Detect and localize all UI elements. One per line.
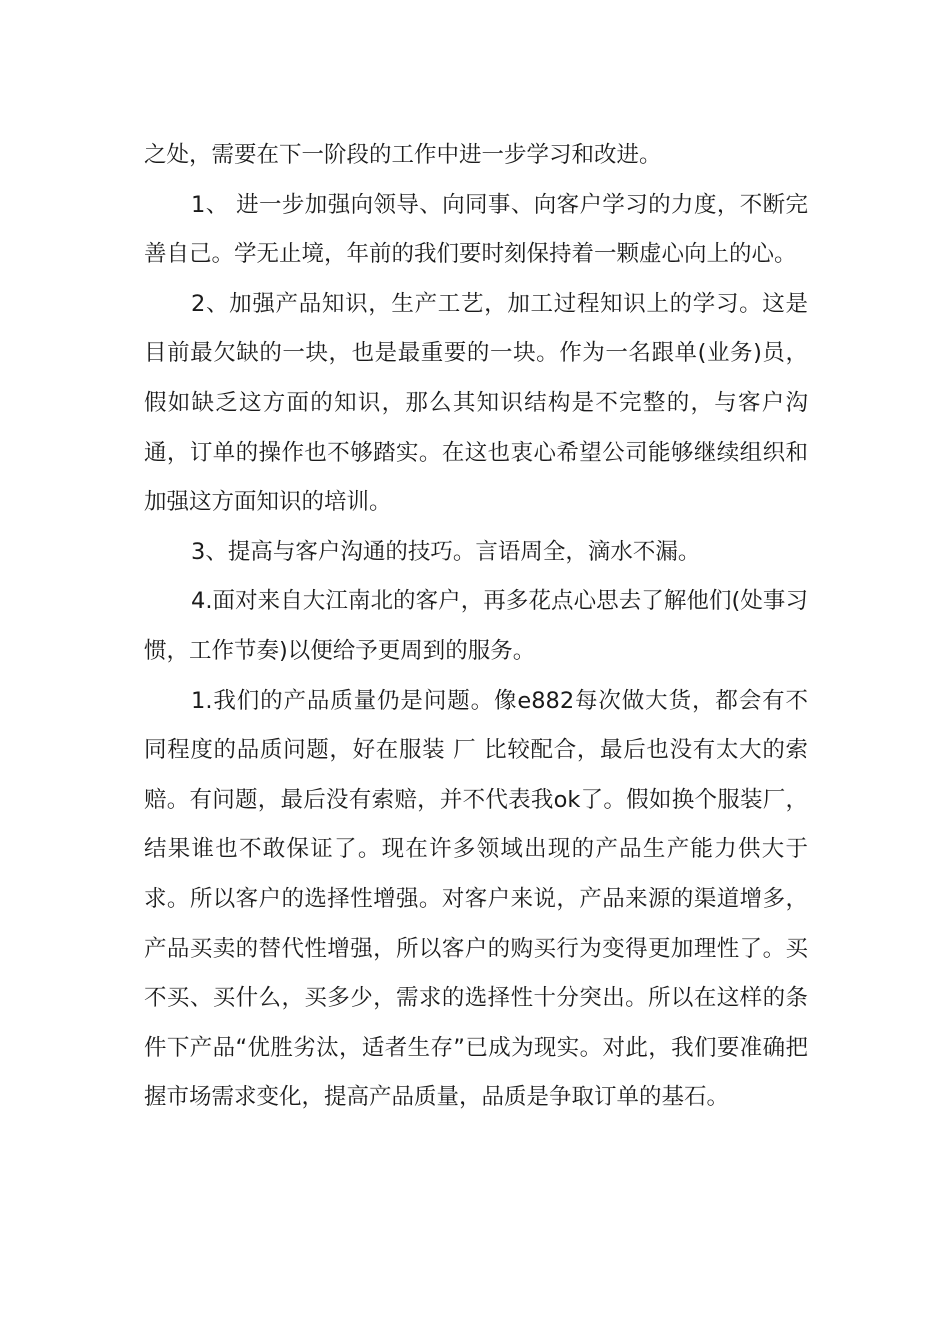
paragraph-item-2: 2、加强产品知识，生产工艺，加工过程知识上的学习。这是目前最欠缺的一块，也是最重要的一块。作为一名跟单(业务)员，假如缺乏这方面的知识，那么其知识结构是不完整的，与客户沟通，订单的操作也不够踏实。在这也衷心希望公司能够继续组织和加强这方面知识的培训。	[144, 290, 808, 516]
paragraph-continuation: 之处，需要在下一阶段的工作中进一步学习和改进。	[144, 142, 662, 168]
paragraph-product-quality: 1.我们的产品质量仍是问题。像e882每次做大货，都会有不同程度的品质问题，好在服装 厂 比较配合，最后也没有太大的索赔。有问题，最后没有索赔，并不代表我ok了。假如换个服装厂，结果谁也不敢保证了。现在许多领域出现的产品生产能力供大于求。所以客户的选择性增强。对客户来说，产品来源的渠道增多，产品买卖的替代性增强，所以客户的购买行为变得更加理性了。买不买、买什么，买多少，需求的选择性十分突出。所以在这样的条件下产品“优胜劣汰，适者生存”已成为现实。对此，我们要准确把握市场需求变化，提高产品质量，品质是争取订单的基石。	[144, 687, 808, 1111]
paragraph-item-3: 3、提高与客户沟通的技巧。言语周全，滴水不漏。	[191, 538, 701, 565]
paragraph-item-1: 1、 进一步加强向领导、向同事、向客户学习的力度，不断完善自己。学无止境，年前的我们要时刻保持着一颗虚心向上的心。	[144, 191, 808, 268]
paragraph-item-4: 4.面对来自大江南北的客户，再多花点心思去了解他们(处事习惯，工作节奏)以便给予更周到的服务。	[144, 588, 808, 664]
document-body	[144, 131, 808, 1123]
